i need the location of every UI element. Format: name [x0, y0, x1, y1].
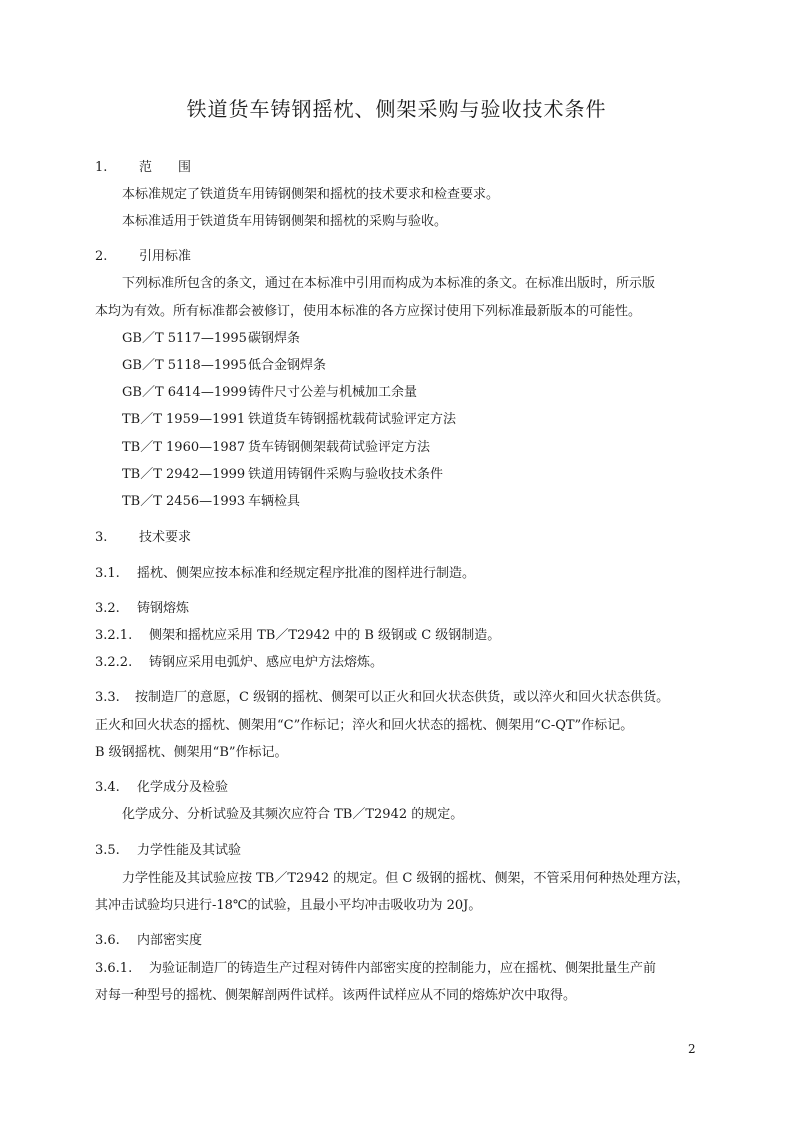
section-number: 3. [95, 530, 108, 545]
clause-3-2-heading [95, 600, 189, 618]
paragraph: 下列标准所包含的条文，通过在本标准中引用而构成为本标准的条文。在标准出版时，所示版 [122, 276, 656, 291]
section-number: 1. [95, 160, 108, 175]
standard-code: TB／T 1960—1987 [122, 440, 246, 455]
standard-ref [122, 466, 443, 484]
clause-3-3 [95, 689, 669, 707]
standard-ref [122, 493, 300, 511]
standard-name: 铁道货车铸钢摇枕载荷试验评定方法 [248, 412, 457, 427]
clause-number: 3.4. [95, 780, 120, 795]
standard-code: TB／T 2942—1999 [122, 467, 246, 482]
clause-3-6-1 [95, 960, 656, 978]
standard-name: 碳钢焊条 [248, 331, 301, 346]
clause-text: 为验证制造厂的铸造生产过程对铸件内部密实度的控制能力，应在摇枕、侧架批量生产前 [149, 961, 657, 976]
standard-ref [122, 357, 326, 375]
standard-ref [122, 411, 456, 429]
standard-code: TB／T 2456—1993 [122, 494, 246, 509]
clause-number: 3.5. [95, 843, 120, 858]
section-title: 范 围 [139, 160, 192, 175]
section-title: 引用标准 [139, 249, 192, 264]
clause-number: 3.1. [95, 566, 120, 581]
standard-code: GB／T 5118—1995 [122, 358, 247, 373]
clause-3-1 [95, 565, 475, 583]
clause-title: 铸钢熔炼 [137, 601, 190, 616]
document-title: 铁道货车铸钢摇枕、侧架采购与验收技术条件 [186, 97, 607, 121]
clause-number: 3.6. [95, 933, 120, 948]
clause-title: 力学性能及其试验 [137, 843, 242, 858]
section-number: 2. [95, 249, 108, 264]
section-1-heading [95, 159, 191, 177]
standard-name: 车辆检具 [248, 494, 301, 509]
standard-name: 低合金钢焊条 [248, 358, 327, 373]
standard-ref [122, 439, 430, 457]
standard-ref [122, 384, 417, 402]
clause-title: 化学成分及检验 [137, 780, 229, 795]
standard-code: TB／T 1959—1991 [122, 412, 246, 427]
clause-text: 按制造厂的意愿，C 级钢的摇枕、侧架可以正火和回火状态供货，或以淬火和回火状态供货。 [135, 690, 670, 705]
standard-code: GB／T 5117—1995 [122, 331, 247, 346]
paragraph: 对每一种型号的摇枕、侧架解剖两件试样。该两件试样应从不同的熔炼炉次中取得。 [95, 988, 577, 1003]
clause-3-6-heading [95, 932, 202, 950]
clause-3-5-heading [95, 842, 241, 860]
paragraph: 本标准规定了铁道货车用铸钢侧架和摇枕的技术要求和检查要求。 [122, 187, 500, 202]
clause-text: 侧架和摇枕应采用 TB／T2942 中的 B 级钢或 C 级钢制造。 [149, 628, 501, 643]
section-title: 技术要求 [139, 530, 192, 545]
paragraph: 正火和回火状态的摇枕、侧架用“C”作标记；淬火和回火状态的摇枕、侧架用“C-QT”作标记。 [95, 718, 634, 733]
paragraph: 本均为有效。所有标准都会被修订，使用本标准的各方应探讨使用下列标准最新版本的可能性。 [95, 304, 642, 319]
clause-number: 3.2.2. [95, 655, 133, 670]
clause-number: 3.6.1. [95, 961, 133, 976]
clause-text: 铸钢应采用电弧炉、感应电炉方法熔炼。 [149, 655, 384, 670]
clause-3-4-heading [95, 779, 228, 797]
paragraph: 化学成分、分析试验及其频次应符合 TB／T2942 的规定。 [122, 807, 464, 822]
standard-code: GB／T 6414—1999 [122, 385, 247, 400]
clause-number: 3.2.1. [95, 628, 133, 643]
standard-name: 铸件尺寸公差与机械加工余量 [248, 385, 418, 400]
section-3-heading [95, 529, 191, 547]
paragraph: 其冲击试验均只进行-18℃的试验，且最小平均冲击吸收功为 20J。 [95, 898, 482, 913]
clause-title: 内部密实度 [137, 933, 203, 948]
clause-3-2-2 [95, 654, 383, 672]
page-number: 2 [688, 1042, 696, 1056]
section-2-heading [95, 248, 191, 266]
standard-name: 货车铸钢侧架载荷试验评定方法 [248, 440, 431, 455]
clause-number: 3.3. [95, 690, 120, 705]
clause-number: 3.2. [95, 601, 120, 616]
paragraph: 力学性能及其试验应按 TB／T2942 的规定。但 C 级钢的摇枕、侧架，不管采用何种热处理方法， [122, 871, 690, 886]
paragraph: B 级钢摇枕、侧架用“B”作标记。 [95, 745, 288, 760]
paragraph: 本标准适用于铁道货车用铸钢侧架和摇枕的采购与验收。 [122, 214, 448, 229]
standard-name: 铁道用铸钢件采购与验收技术条件 [248, 467, 444, 482]
clause-3-2-1 [95, 627, 500, 645]
clause-text: 摇枕、侧架应按本标准和经规定程序批准的图样进行制造。 [137, 566, 476, 581]
standard-ref [122, 330, 300, 348]
